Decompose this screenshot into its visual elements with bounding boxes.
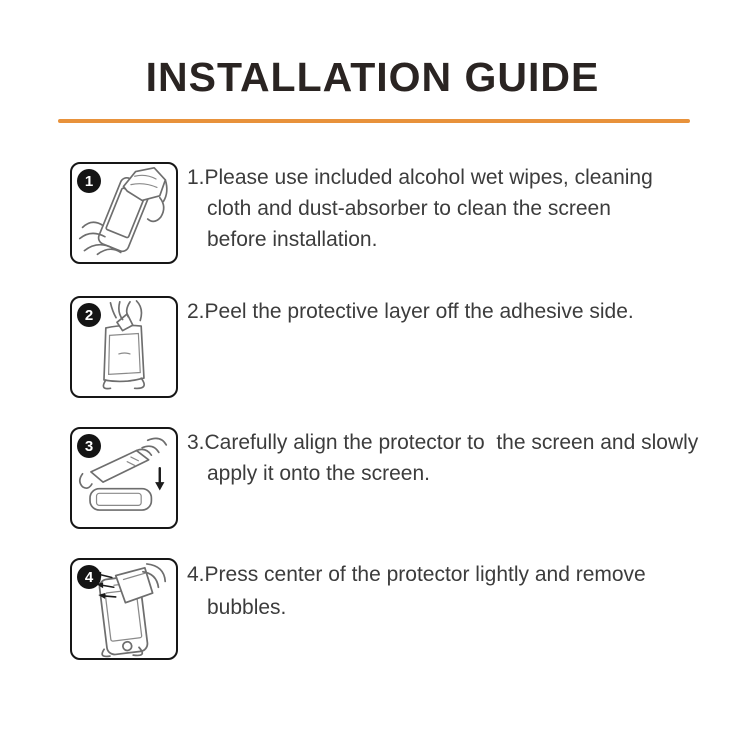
step-2-illustration-box	[70, 296, 178, 398]
step-number-badge	[77, 565, 101, 589]
step-number: 1	[84, 172, 94, 190]
step-number-badge	[77, 303, 101, 327]
step-text-line: cloth and dust-absorber to clean the screen	[207, 197, 611, 220]
step-1-illustration-box	[70, 162, 178, 264]
step-text-line: 4.Press center of the protector lightly and remove	[187, 563, 646, 586]
step-1-text	[187, 162, 687, 255]
step-text-line: bubbles.	[207, 596, 287, 619]
step-text-line: 3.Carefully align the protector to the screen and slowly	[187, 431, 699, 454]
step-4-illustration-box	[70, 558, 178, 660]
step-text-line: before installation.	[207, 228, 378, 251]
page-title: INSTALLATION GUIDE	[145, 54, 600, 100]
step-text-line: 2.Peel the protective layer off the adhesive side.	[187, 300, 634, 323]
step-4-text	[187, 558, 687, 624]
step-number: 3	[84, 437, 94, 455]
step-2-text	[187, 296, 687, 327]
step-text-line: apply it onto the screen.	[207, 462, 430, 485]
step-number-badge	[77, 169, 101, 193]
step-text-line: 1.Please use included alcohol wet wipes, cleaning	[187, 166, 653, 189]
step-3-text	[187, 427, 699, 489]
step-number: 4	[84, 568, 94, 586]
step-3-illustration-box	[70, 427, 178, 529]
step-number-badge	[77, 434, 101, 458]
step-number: 2	[84, 306, 94, 324]
title-divider	[58, 119, 690, 123]
